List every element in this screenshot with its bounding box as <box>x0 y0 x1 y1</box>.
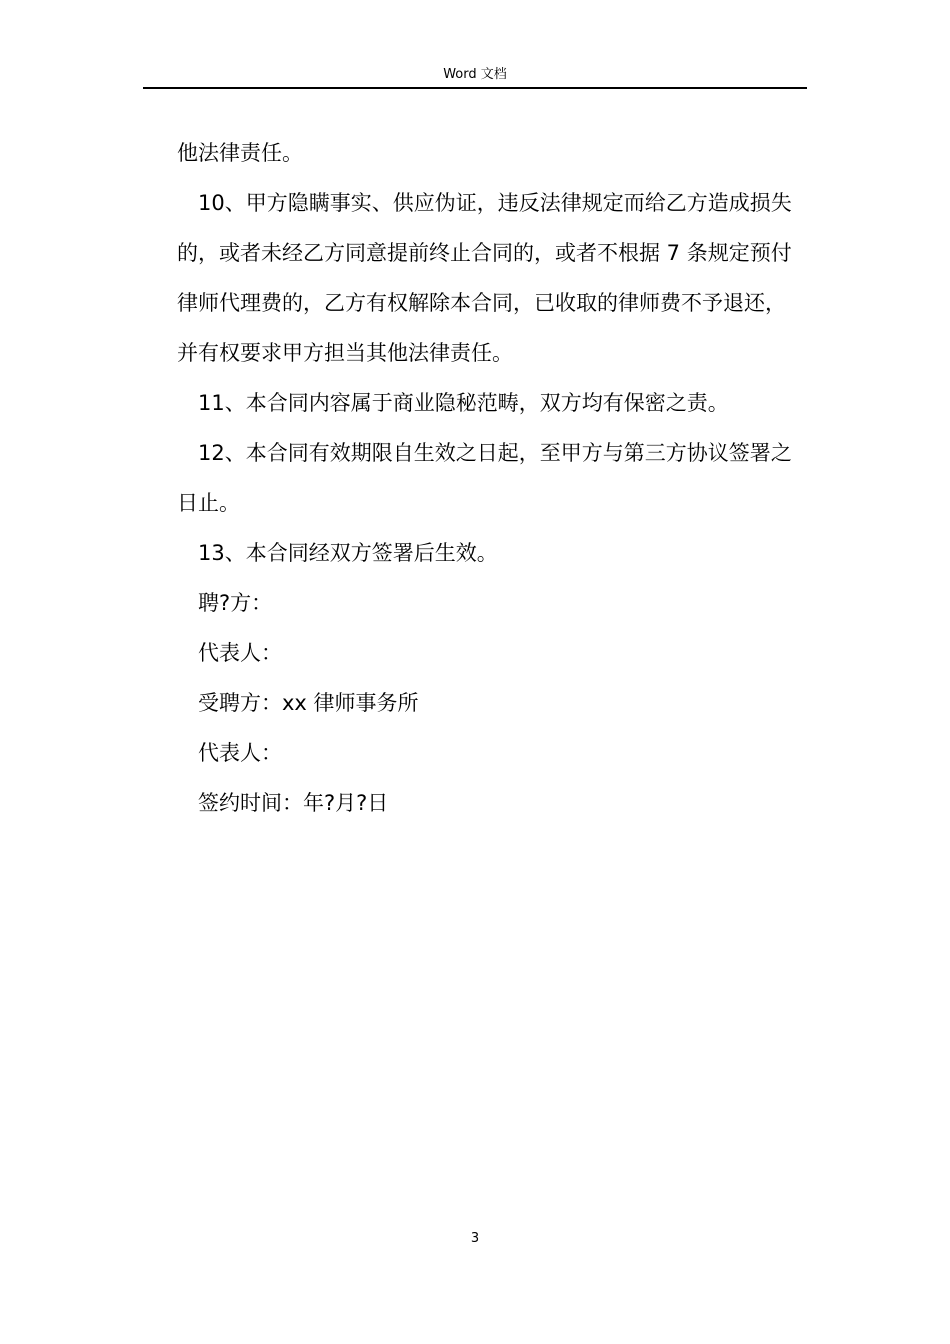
header-divider <box>143 87 807 89</box>
clause-13: 13、本合同经双方签署后生效。 <box>198 541 498 565</box>
employee-representative-line: 代表人： <box>198 741 282 765</box>
page-header: Word 文档 <box>443 67 507 82</box>
clause-12: 12、本合同有效期限自生效之日起，至甲方与第三方协议签署之日止。 <box>177 441 792 515</box>
clause-10: 10、甲方隐瞒事实、供应伪证，违反法律规定而给乙方造成损失的，或者未经乙方同意提前终止合同的，或者不根据 7 条规定预付律师代理费的，乙方有权解除本合同，已收取的律师费不予退还，并有权要求甲方担当其他法律责任。 <box>177 191 792 365</box>
employer-representative-line: 代表人： <box>198 641 282 665</box>
clause-11: 11、本合同内容属于商业隐秘范畴，双方均有保密之责。 <box>198 391 729 415</box>
paragraph-continuation: 他法律责任。 <box>177 141 303 165</box>
document-body <box>177 128 804 828</box>
signing-date-line: 签约时间：年?月?日 <box>198 791 389 815</box>
page-number: 3 <box>470 1231 480 1246</box>
employer-line: 聘?方： <box>198 591 273 615</box>
employee-line: 受聘方：xx 律师事务所 <box>198 691 419 715</box>
